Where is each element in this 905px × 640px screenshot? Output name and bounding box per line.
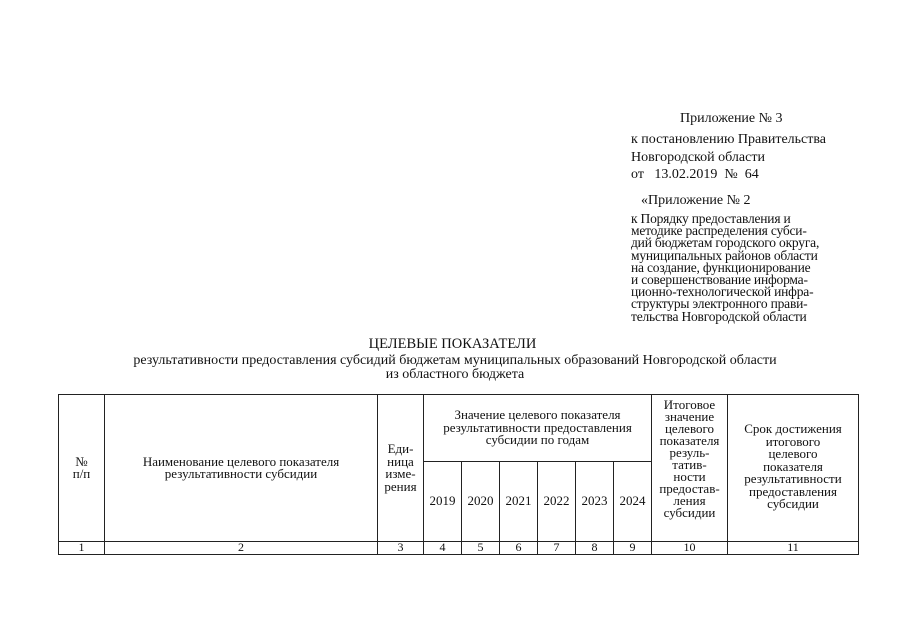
order-line: и совершенствование информа- [631, 272, 808, 288]
decree-reference [631, 131, 826, 184]
appendix-title: Приложение № 3 [680, 111, 783, 126]
subtitle-line: из областного бюджета [385, 367, 525, 382]
header-cell-unit: Еди- ница изме- рения [378, 395, 424, 542]
year-cell: 2023 [576, 462, 614, 542]
decree-line: Новгородской области [631, 149, 765, 165]
column-number-cell: 5 [462, 542, 500, 555]
decree-line: к постановлению Правительства [631, 132, 827, 147]
indicators-table [58, 394, 859, 555]
order-line: дий бюджетам городского округа, [631, 235, 820, 251]
order-line: муниципальных районов области [631, 247, 818, 263]
column-number-cell: 7 [538, 542, 576, 555]
order-line: структуры электронного прави- [631, 296, 808, 312]
document-title: ЦЕЛЕВЫЕ ПОКАЗАТЕЛИ [368, 336, 537, 352]
year-cell: 2021 [500, 462, 538, 542]
order-reference [631, 213, 846, 323]
order-line: ционно-технологической инфра- [631, 284, 814, 300]
header-cell-number: № п/п [59, 395, 105, 542]
year-cell: 2019 [424, 462, 462, 542]
column-number-cell: 8 [576, 542, 614, 555]
column-number-cell: 11 [728, 542, 859, 555]
subtitle-line: результативности предоставления субсидий бюджетам муниципальных образований Новгородской области [133, 353, 777, 368]
appendix2-title: «Приложение № 2 [641, 193, 751, 208]
header-cell-values: Значение целевого показателя результативности предоставления субсидии по годам [424, 395, 652, 462]
column-number-cell: 2 [105, 542, 378, 555]
order-line: тельства Новгородской области [631, 308, 807, 324]
decree-line: от 13.02.2019 № 64 [631, 167, 759, 182]
column-number-cell: 9 [614, 542, 652, 555]
column-number-cell: 3 [378, 542, 424, 555]
document-subtitle [60, 354, 850, 382]
year-cell: 2020 [462, 462, 500, 542]
year-cell: 2022 [538, 462, 576, 542]
year-cell: 2024 [614, 462, 652, 542]
order-line: методике распределения субси- [631, 223, 807, 239]
header-cell-name: Наименование целевого показателя результативности субсидии [105, 395, 378, 542]
column-number-cell: 6 [500, 542, 538, 555]
order-line: на создание, функционирование [631, 259, 811, 275]
header-cell-deadline: Срок достижения итогового целевого показателя результативности предоставления субсидии [728, 395, 859, 542]
column-number-cell: 4 [424, 542, 462, 555]
column-number-cell: 1 [59, 542, 105, 555]
header-cell-total: Итоговое значение целевого показателя резуль- татив- ности предостав- ления субсидии [652, 395, 728, 542]
order-line: к Порядку предоставления и [631, 211, 791, 226]
column-number-cell: 10 [652, 542, 728, 555]
